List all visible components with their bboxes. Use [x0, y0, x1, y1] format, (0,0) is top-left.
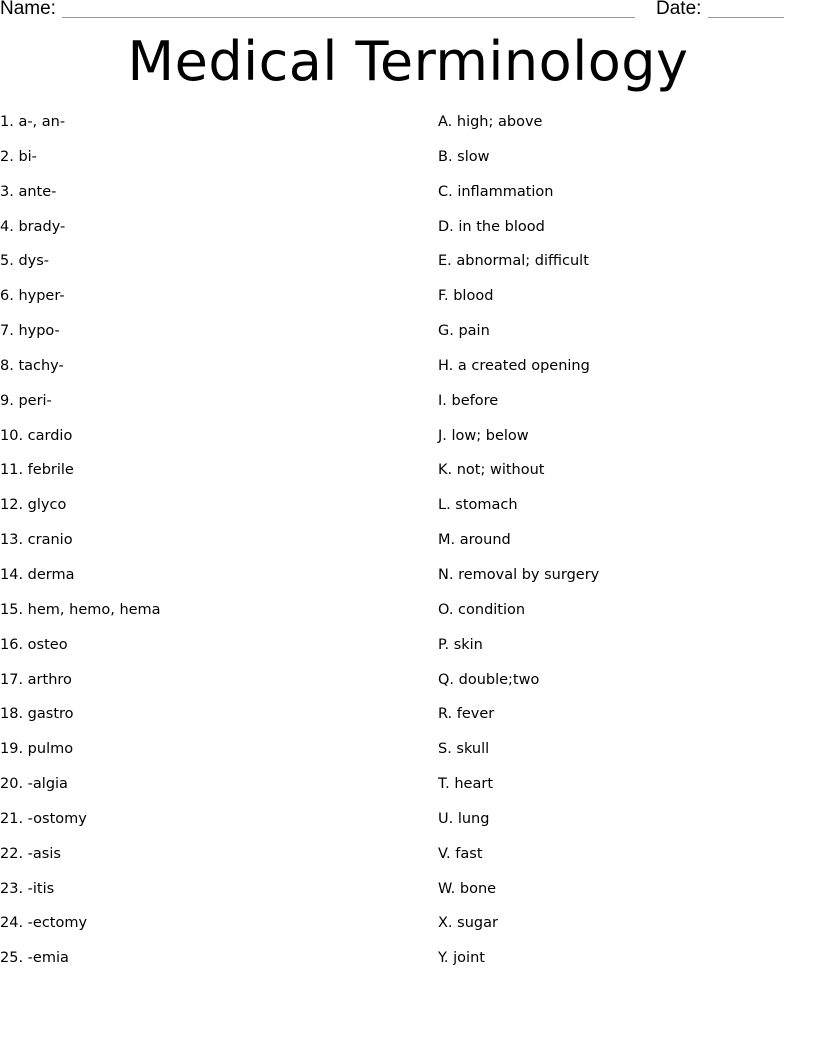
term-item: 17. arthro	[0, 671, 72, 688]
term-item: 10. cardio	[0, 427, 73, 444]
term-item: 13. cranio	[0, 532, 73, 549]
date-blank-line[interactable]	[708, 17, 784, 18]
term-item: 11. febrile	[0, 462, 74, 479]
term-item: 2. bi-	[0, 148, 37, 165]
worksheet-header	[0, 0, 816, 28]
term-item: 19. pulmo	[0, 741, 74, 758]
definition-item: E. abnormal; difficult	[438, 253, 589, 270]
term-item: 18. gastro	[0, 706, 74, 723]
term-item: 14. derma	[0, 566, 75, 583]
definition-item: K. not; without	[438, 462, 545, 479]
definition-item: J. low; below	[438, 427, 529, 444]
definition-item: I. before	[438, 392, 499, 409]
definition-item: C. inflammation	[438, 183, 554, 200]
page-title: Medical Terminology	[127, 30, 689, 93]
definition-item: Y. joint	[438, 950, 485, 967]
term-item: 23. -itis	[0, 880, 55, 897]
term-item: 4. brady-	[0, 218, 66, 235]
definition-item: B. slow	[438, 148, 490, 165]
definition-item: G. pain	[438, 323, 490, 340]
term-item: 15. hem, hemo, hema	[0, 601, 161, 618]
definition-item: O. condition	[438, 601, 526, 618]
definition-item: X. sugar	[438, 915, 498, 932]
name-blank-line[interactable]	[62, 17, 635, 18]
definition-item: V. fast	[438, 845, 483, 862]
term-item: 16. osteo	[0, 636, 68, 653]
definition-item: U. lung	[438, 810, 490, 827]
term-item: 1. a-, an-	[0, 114, 66, 130]
term-item: 9. peri-	[0, 392, 52, 409]
term-item: 12. glyco	[0, 497, 67, 514]
definition-item: A. high; above	[438, 114, 543, 130]
term-item: 21. -ostomy	[0, 810, 87, 827]
definition-item: T. heart	[438, 776, 493, 793]
term-item: 8. tachy-	[0, 357, 64, 374]
definition-item: W. bone	[438, 880, 497, 897]
name-label: Name:	[0, 0, 56, 19]
definition-item: R. fever	[438, 706, 495, 723]
definition-item: Q. double;two	[438, 671, 540, 688]
definition-item: N. removal by surgery	[438, 566, 600, 583]
term-item: 20. -algia	[0, 776, 68, 793]
definition-item: M. around	[438, 532, 511, 549]
term-item: 3. ante-	[0, 183, 57, 200]
terms-list	[0, 112, 420, 983]
definition-item: P. skin	[438, 636, 483, 653]
definitions-list	[438, 112, 808, 983]
definition-item: F. blood	[438, 288, 494, 305]
definition-item: L. stomach	[438, 497, 518, 514]
definition-item: D. in the blood	[438, 218, 545, 235]
definition-item: S. skull	[438, 741, 490, 758]
term-item: 22. -asis	[0, 845, 61, 862]
term-item: 24. -ectomy	[0, 915, 88, 932]
term-item: 7. hypo-	[0, 323, 60, 340]
term-item: 6. hyper-	[0, 288, 65, 305]
term-item: 25. -emia	[0, 950, 69, 967]
definition-item: H. a created opening	[438, 357, 590, 374]
date-label: Date:	[656, 0, 702, 19]
term-item: 5. dys-	[0, 253, 50, 270]
